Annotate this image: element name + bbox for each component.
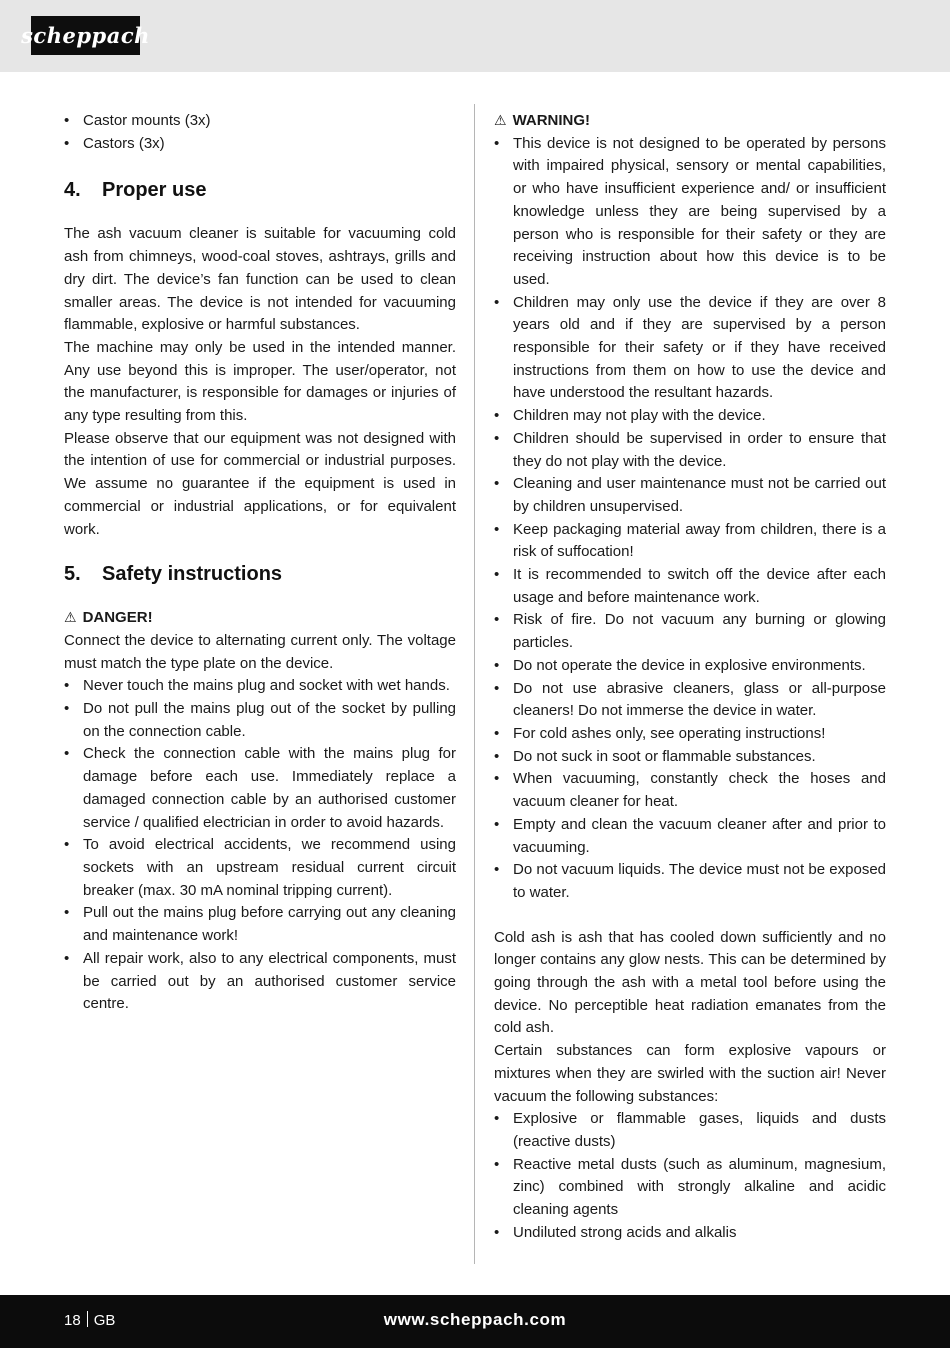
paragraph: The machine may only be used in the intended manner. Any use beyond this is improper. The user/operator, not the manufacturer, is responsible for damages or injuries of any type resulting from this. — [64, 338, 456, 425]
list-item: • Keep packaging material away from children, there is a risk of suffocation! — [494, 519, 886, 564]
list-item: • For cold ashes only, see operating instructions! — [494, 723, 886, 746]
section-title: Proper use — [102, 179, 207, 202]
list-item: • Undiluted strong acids and alkalis — [494, 1222, 886, 1245]
section-number: 5. — [64, 563, 81, 586]
section-title: Safety instructions — [102, 563, 283, 586]
paragraph: Cold ash is ash that has cooled down sufficiently and no longer contains any glow nests. This can be determined by going through the ash with a metal tool before using the device. No perceptible heat radiation emanates from the cold ash. — [494, 928, 886, 1037]
column-divider — [474, 104, 475, 1264]
list-item: • Reactive metal dusts (such as aluminum, magnesium, zinc) combined with strongly alkaline and acidic cleaning agents — [494, 1154, 886, 1222]
paragraph: Please observe that our equipment was not designed with the intention of use for commercial or industrial purposes. We assume no guarantee if the equipment is used in commercial or industrial applications, or for equivalent work. — [64, 429, 456, 538]
list-item: • Do not vacuum liquids. The device must not be exposed to water. — [494, 859, 886, 904]
website-url: www.scheppach.com — [383, 1310, 567, 1329]
warning-label — [494, 110, 886, 133]
language-code: GB — [93, 1312, 116, 1329]
page-number: 18 — [64, 1312, 81, 1329]
danger-text: DANGER! — [82, 609, 153, 627]
list-item: • To avoid electrical accidents, we recommend using sockets with an upstream residual current circuit breaker (max. 30 mA nominal tripping current). — [64, 834, 456, 902]
danger-list — [64, 675, 456, 1016]
list-item: • All repair work, also to any electrical components, must be carried out by an authorised customer service centre. — [64, 948, 456, 1016]
list-item: • Do not use abrasive cleaners, glass or all-purpose cleaners! Do not immerse the device in water. — [494, 678, 886, 723]
list-item: • It is recommended to switch off the device after each usage and before maintenance work. — [494, 564, 886, 609]
list-item: • Cleaning and user maintenance must not be carried out by children unsupervised. — [494, 473, 886, 518]
list-item: • Do not pull the mains plug out of the socket by pulling on the connection cable. — [64, 698, 456, 743]
paragraph: Certain substances can form explosive vapours or mixtures when they are swirled with the suction air! Never vacuum the following substances: — [494, 1042, 886, 1105]
warning-list — [494, 133, 886, 905]
list-item: • Risk of fire. Do not vacuum any burning or glowing particles. — [494, 609, 886, 654]
right-column — [494, 110, 886, 1244]
list-item: • Children may not play with the device. — [494, 405, 886, 428]
list-item: • Explosive or flammable gases, liquids and dusts (reactive dusts) — [494, 1108, 886, 1153]
list-item: • Never touch the mains plug and socket with wet hands. — [64, 675, 456, 698]
section-heading-proper-use — [64, 177, 456, 203]
list-item: • Empty and clean the vacuum cleaner after and prior to vacuuming. — [494, 814, 886, 859]
list-item: • Children may only use the device if they are over 8 years old and if they are supervised by a person responsible for their safety or if they have received instructions from them on how to use the device and have understood the resultant hazards. — [494, 292, 886, 406]
warning-triangle-icon: ⚠ — [64, 610, 77, 627]
page-footer — [0, 1295, 950, 1348]
list-item: • Castor mounts (3x) — [64, 110, 456, 133]
brand-logo: scheppach — [31, 16, 140, 55]
list-item: • This device is not designed to be operated by persons with impaired physical, sensory or mental capabilities, or who have insufficient experience and/ or insufficient knowledge unless they are being supervised by a person who is responsible for their safety or they are receiving instruction about how this device is to be used. — [494, 133, 886, 292]
list-item: • Do not operate the device in explosive environments. — [494, 655, 886, 678]
section-heading-safety-instructions — [64, 561, 456, 587]
danger-label — [64, 607, 456, 630]
substances-list — [494, 1108, 886, 1244]
paragraph: The ash vacuum cleaner is suitable for vacuuming cold ash from chimneys, wood-coal stoves, ashtrays, grills and dry dirt. The device’s fan function can be used to clean smaller areas. The device is not intended for vacuuming flammable, explosive or harmful substances. — [64, 225, 456, 334]
list-item: • Castors (3x) — [64, 133, 456, 156]
warning-triangle-icon: ⚠ — [494, 113, 507, 129]
left-column — [64, 110, 456, 1016]
list-item: • Pull out the mains plug before carrying out any cleaning and maintenance work! — [64, 902, 456, 947]
list-item: • Children should be supervised in order to ensure that they do not play with the device. — [494, 428, 886, 473]
danger-intro: Connect the device to alternating current only. The voltage must match the type plate on the device. — [64, 631, 456, 672]
list-item: • Check the connection cable with the mains plug for damage before each use. Immediately replace a damaged connection cable by an authorised customer service / qualified electrician in order to avoid hazards. — [64, 743, 456, 834]
page-header — [0, 0, 950, 72]
list-item: • When vacuuming, constantly check the hoses and vacuum cleaner for heat. — [494, 768, 886, 813]
section-number: 4. — [64, 179, 81, 202]
parts-list — [64, 110, 456, 155]
list-item: • Do not suck in soot or flammable substances. — [494, 746, 886, 769]
warning-text: WARNING! — [512, 112, 591, 129]
